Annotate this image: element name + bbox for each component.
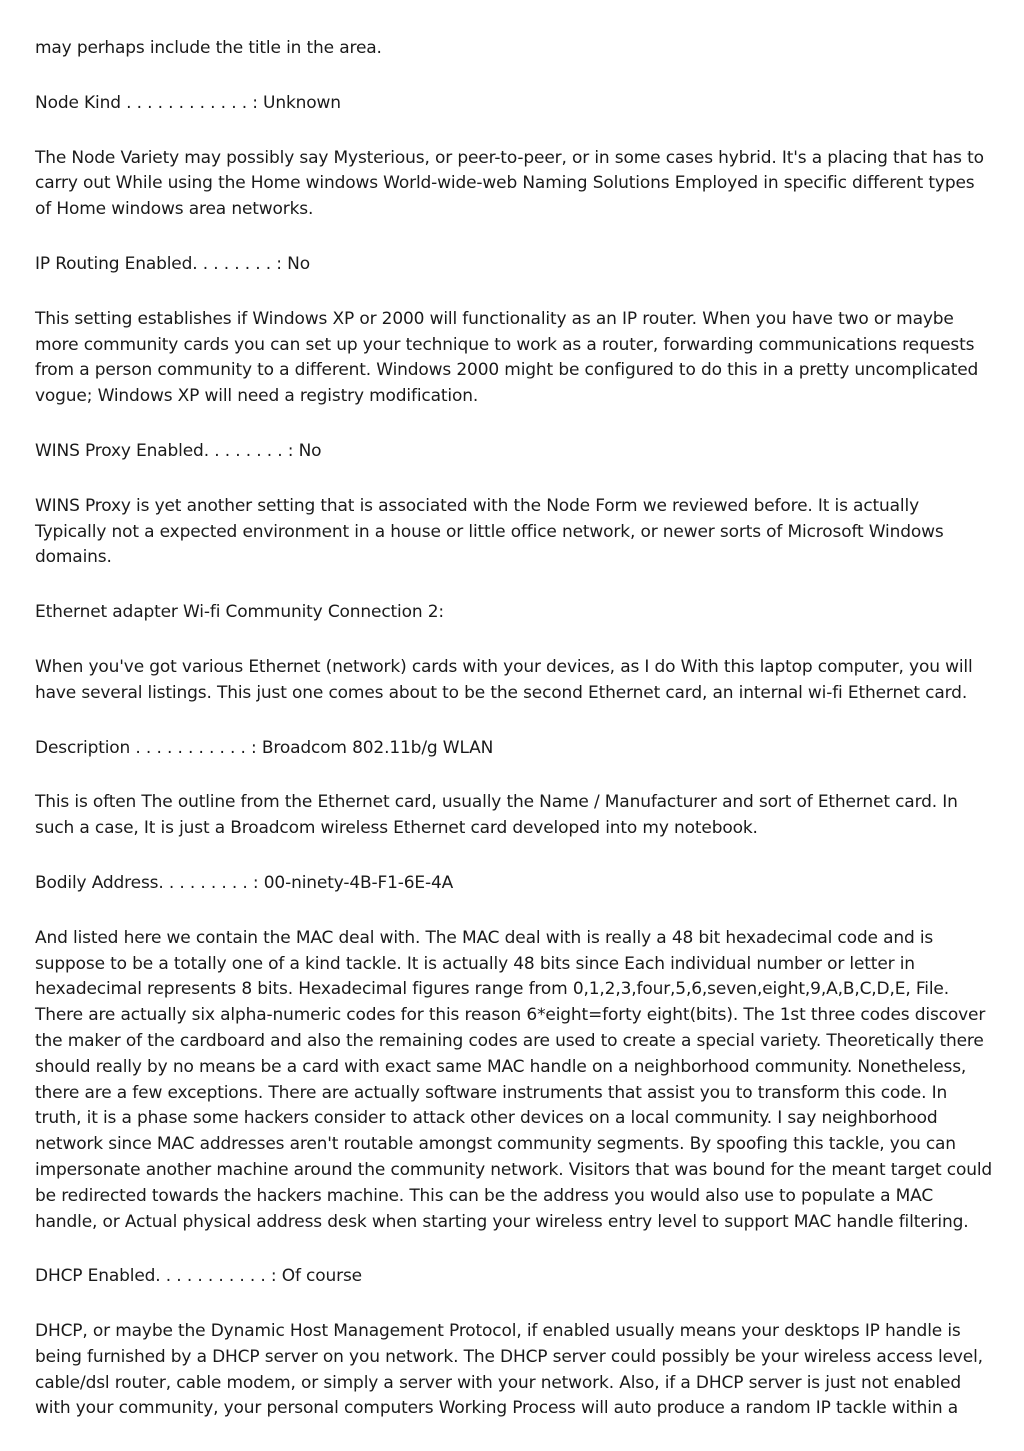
ip-routing-line: IP Routing Enabled. . . . . . . . : No [35,253,310,274]
paragraph-title-note: may perhaps include the title in the area. [35,38,382,58]
paragraph-mac-address: And listed here we contain the MAC deal with. The MAC deal with is really a 48 bit hexadecimal code and is suppose to be a totally one of a kind tackle. It is actually 48 bits since Each individual number or letter in hexadecimal represents 8 bits. Hexadecimal figures range from 0,1,2,3,four,5,6,seven,eight,9,A,B,C,D,E, File. There are actually six alpha-numeric codes for this reason 6*eight=forty eight(bits). The 1st three codes discover the maker of the cardboard and also the remaining codes are used to create a special variety. Theoretically there should really by no means be a card with exact same MAC handle on a neighborhood community. Nonetheless, there are a few exceptions. There are actually software instruments that assist you to transform this code. In truth, it is a phase some hackers consider to attack other devices on a local community. I say neighborhood network since MAC addresses aren't routable amongst community segments. By spoofing this tackle, you can impersonate another machine around the community network. Visitors that was bound for the meant target could be redirected towards the hackers machine. This can be the address you would also use to populate a MAC handle, or Actual physical address desk when starting your wireless entry level to support MAC handle filtering. [35,927,993,1232]
paragraph-wins-proxy: WINS Proxy is yet another setting that is associated with the Node Form we reviewed before. It is actually Typically not a expected environment in a house or little office network, or newer sorts of Microsoft Windows domains. [35,495,944,568]
node-kind-line: Node Kind . . . . . . . . . . . . : Unknown [35,92,341,113]
paragraph-dhcp: DHCP, or maybe the Dynamic Host Management Protocol, if enabled usually means your desktops IP handle is being furnished by a DHCP server on you network. The DHCP server could possibly be your wireless access level, cable/dsl router, cable modem, or simply a server with your network. Also, if a DHCP server is just not enabled with your community, your personal computers Working Process will auto produce a random IP tackle within a [35,1321,983,1419]
paragraph-ethernet-cards: When you've got various Ethernet (network) cards with your devices, as I do With this laptop computer, you will have several listings. This just one comes about to be the second Ethernet card, an internal wi-fi Ethernet card. [35,656,973,703]
physical-address-line: Bodily Address. . . . . . . . . : 00-ninety-4B-F1-6E-4A [35,872,454,893]
ethernet-adapter-heading: Ethernet adapter Wi-fi Community Connection 2: [35,602,445,623]
document-body [35,36,995,1451]
dhcp-enabled-line: DHCP Enabled. . . . . . . . . . . : Of course [35,1266,362,1287]
paragraph-description: This is often The outline from the Ethernet card, usually the Name / Manufacturer and sort of Ethernet card. In such a case, It is just a Broadcom wireless Ethernet card developed into my notebook. [35,792,958,839]
paragraph-node-variety: The Node Variety may possibly say Mysterious, or peer-to-peer, or in some cases hybrid. It's a placing that has to carry out While using the Home windows World-wide-web Naming Solutions Employed in specific different types of Home windows area networks. [35,147,984,220]
wins-proxy-line: WINS Proxy Enabled. . . . . . . . : No [35,440,322,461]
description-line: Description . . . . . . . . . . . : Broadcom 802.11b/g WLAN [35,737,494,758]
paragraph-ip-routing: This setting establishes if Windows XP or 2000 will functionality as an IP router. When you have two or maybe more community cards you can set up your technique to work as a router, forwarding communications requests from a person community to a different. Windows 2000 might be configured to do this in a pretty uncomplicated vogue; Windows XP will need a registry modification. [35,308,979,407]
